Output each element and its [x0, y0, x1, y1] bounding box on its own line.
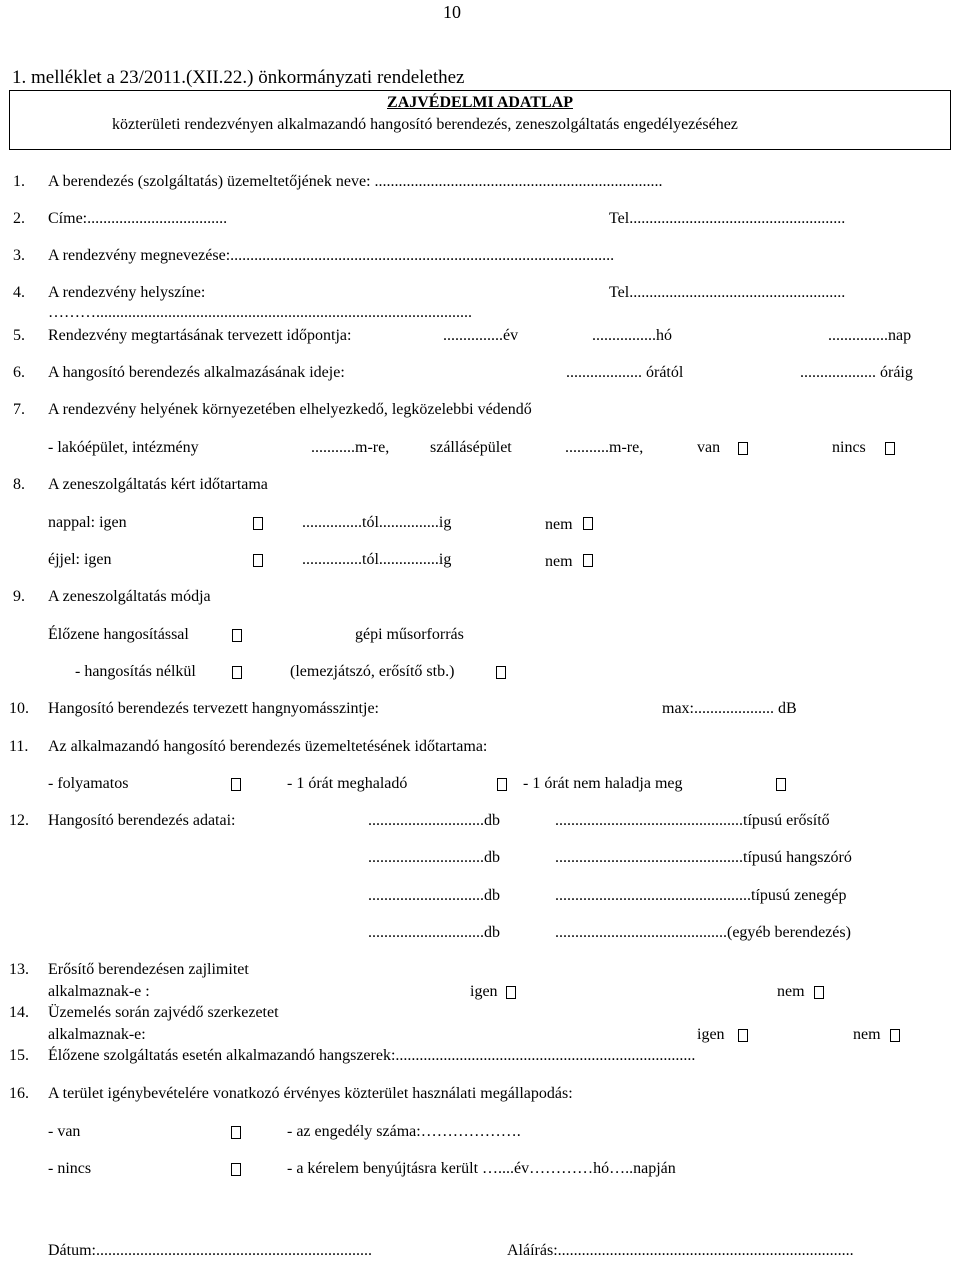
- header-top-rule: [9, 90, 951, 91]
- nincs-label: nincs: [832, 439, 866, 456]
- item-15-number: 15.: [9, 1047, 29, 1064]
- usage-time-label: A hangosító berendezés alkalmazásának ideje:: [48, 364, 345, 381]
- item-1-number: 1.: [13, 173, 25, 190]
- instruments-field[interactable]: Élőzene szolgáltatás esetén alkalmazandó hangszerek:...........................................................................: [48, 1047, 696, 1064]
- speaker-count-field[interactable]: .............................db: [368, 849, 500, 866]
- event-month-field[interactable]: ................hó: [592, 327, 672, 344]
- noise-protection-yes-label: igen: [697, 1026, 725, 1043]
- van-checkbox[interactable]: [738, 442, 748, 455]
- music-machine-type-field[interactable]: .................................................típusú zenegép: [555, 887, 847, 904]
- phone-field-2[interactable]: Tel......................................................: [609, 284, 846, 301]
- page-number: 10: [443, 2, 461, 22]
- residential-label: - lakóépület, intézmény: [48, 439, 199, 456]
- event-day-field[interactable]: ...............nap: [828, 327, 912, 344]
- public-space-label: A terület igénybevételére vonatkozó érvényes közterület használati megállapodás:: [48, 1085, 573, 1102]
- limiter-no-label: nem: [777, 983, 805, 1000]
- item-7-number: 7.: [13, 401, 25, 418]
- form-title: ZAJVÉDELMI ADATLAP: [387, 94, 573, 111]
- application-date-field[interactable]: - a kérelem benyújtásra került …....év…………hó…..napján: [287, 1160, 676, 1177]
- over-one-hour-label: - 1 órát meghaladó: [287, 775, 408, 792]
- event-year-field[interactable]: ...............év: [443, 327, 519, 344]
- permit-yes-checkbox[interactable]: [231, 1126, 241, 1139]
- item-5-number: 5.: [13, 327, 25, 344]
- night-label: éjjel: igen: [48, 551, 112, 568]
- address-field[interactable]: Címe:...................................: [48, 210, 228, 227]
- item-4-number: 4.: [13, 284, 25, 301]
- limiter-label-1: Erősítő berendezésen zajlimitet: [48, 961, 249, 978]
- annex-title: 1. melléklet a 23/2011.(XII.22.) önkormányzati rendelethez: [12, 67, 465, 88]
- over-one-hour-checkbox[interactable]: [497, 778, 507, 791]
- van-label: van: [697, 439, 721, 456]
- equipment-data-label: Hangosító berendezés adatai:: [48, 812, 236, 829]
- item-16-number: 16.: [9, 1085, 29, 1102]
- date-field[interactable]: Dátum:.....................................................................: [48, 1242, 372, 1259]
- max-db-field[interactable]: max:.................... dB: [662, 700, 797, 717]
- event-location-label: A rendezvény helyszíne:: [48, 284, 206, 301]
- limiter-yes-label: igen: [470, 983, 498, 1000]
- item-3-number: 3.: [13, 247, 25, 264]
- noise-protection-no-label: nem: [853, 1026, 881, 1043]
- limiter-yes-checkbox[interactable]: [506, 986, 516, 999]
- item-10-number: 10.: [9, 700, 29, 717]
- night-yes-checkbox[interactable]: [253, 554, 263, 567]
- noise-protection-label-1: Üzemelés során zajvédő szerkezetet: [48, 1004, 279, 1021]
- item-11-number: 11.: [9, 738, 29, 755]
- permit-number-field[interactable]: - az engedély száma:……………….: [287, 1123, 521, 1140]
- no-amplification-checkbox[interactable]: [232, 666, 242, 679]
- operator-name-field[interactable]: A berendezés (szolgáltatás) üzemeltetőjének neve: ........................................................................: [48, 173, 663, 190]
- under-one-hour-label: - 1 órát nem haladja meg: [523, 775, 683, 792]
- header-bottom-rule: [9, 149, 951, 150]
- under-one-hour-checkbox[interactable]: [776, 778, 786, 791]
- other-equipment-count-field[interactable]: .............................db: [368, 924, 500, 941]
- residential-distance-field[interactable]: ...........m-re,: [311, 439, 390, 456]
- permit-yes-label: - van: [48, 1123, 81, 1140]
- noise-protection-no-checkbox[interactable]: [890, 1029, 900, 1042]
- night-no-label: nem: [545, 553, 573, 570]
- mechanical-source-checkbox[interactable]: [496, 666, 506, 679]
- event-location-field[interactable]: ………..............................................................................................: [48, 304, 472, 321]
- amplifier-type-field[interactable]: ...............................................típusú erősítő: [555, 812, 830, 829]
- live-music-label: Élőzene hangosítással: [48, 626, 189, 643]
- duration-label: A zeneszolgáltatás kért időtartama: [48, 476, 268, 493]
- permit-no-checkbox[interactable]: [231, 1163, 241, 1176]
- speaker-type-field[interactable]: ...............................................típusú hangszóró: [555, 849, 852, 866]
- header-left-rule: [9, 90, 10, 150]
- noise-protection-label-2: alkalmaznak-e:: [48, 1026, 146, 1043]
- daytime-yes-checkbox[interactable]: [253, 517, 263, 530]
- amplifier-count-field[interactable]: .............................db: [368, 812, 500, 829]
- phone-field-1[interactable]: Tel......................................................: [609, 210, 846, 227]
- item-2-number: 2.: [13, 210, 25, 227]
- item-14-number: 14.: [9, 1004, 29, 1021]
- other-equipment-field[interactable]: ...........................................(egyéb berendezés): [555, 924, 851, 941]
- music-mode-label: A zeneszolgáltatás módja: [48, 588, 211, 605]
- event-date-label: Rendezvény megtartásának tervezett időpontja:: [48, 327, 352, 344]
- operation-duration-label: Az alkalmazandó hangosító berendezés üzemeltetésének időtartama:: [48, 738, 488, 755]
- live-music-checkbox[interactable]: [232, 629, 242, 642]
- mechanical-source-label: gépi műsorforrás: [355, 626, 464, 643]
- limiter-label-2: alkalmaznak-e :: [48, 983, 150, 1000]
- item-6-number: 6.: [13, 364, 25, 381]
- event-name-field[interactable]: A rendezvény megnevezése:................................................................................................: [48, 247, 615, 264]
- accommodation-label: szállásépület: [430, 439, 512, 456]
- header-right-rule: [950, 90, 951, 150]
- daytime-label: nappal: igen: [48, 514, 127, 531]
- daytime-no-checkbox[interactable]: [583, 517, 593, 530]
- limiter-no-checkbox[interactable]: [814, 986, 824, 999]
- usage-to-field[interactable]: ................... óráig: [800, 364, 913, 381]
- music-machine-count-field[interactable]: .............................db: [368, 887, 500, 904]
- no-amplification-label: - hangosítás nélkül: [75, 663, 196, 680]
- item-13-number: 13.: [9, 961, 29, 978]
- daytime-range-field[interactable]: ...............tól...............ig: [302, 514, 452, 531]
- permit-no-label: - nincs: [48, 1160, 92, 1177]
- form-subtitle: közterületi rendezvényen alkalmazandó hangosító berendezés, zeneszolgáltatás engedélyezéséhez: [112, 116, 738, 133]
- usage-from-field[interactable]: ................... órától: [566, 364, 684, 381]
- protected-building-label: A rendezvény helyének környezetében elhelyezkedő, legközelebbi védendő: [48, 401, 532, 418]
- night-range-field[interactable]: ...............tól...............ig: [302, 551, 452, 568]
- item-8-number: 8.: [13, 476, 25, 493]
- accommodation-distance-field[interactable]: ...........m-re,: [565, 439, 644, 456]
- nincs-checkbox[interactable]: [885, 442, 895, 455]
- daytime-no-label: nem: [545, 516, 573, 533]
- noise-protection-yes-checkbox[interactable]: [738, 1029, 748, 1042]
- continuous-label: - folyamatos: [48, 775, 129, 792]
- mechanical-source-detail: (lemezjátszó, erősítő stb.): [290, 663, 455, 680]
- sound-level-label: Hangosító berendezés tervezett hangnyomásszintje:: [48, 700, 379, 717]
- continuous-checkbox[interactable]: [231, 778, 241, 791]
- night-no-checkbox[interactable]: [583, 554, 593, 567]
- item-12-number: 12.: [9, 812, 29, 829]
- signature-field[interactable]: Aláírás:..........................................................................: [507, 1242, 854, 1259]
- item-9-number: 9.: [13, 588, 25, 605]
